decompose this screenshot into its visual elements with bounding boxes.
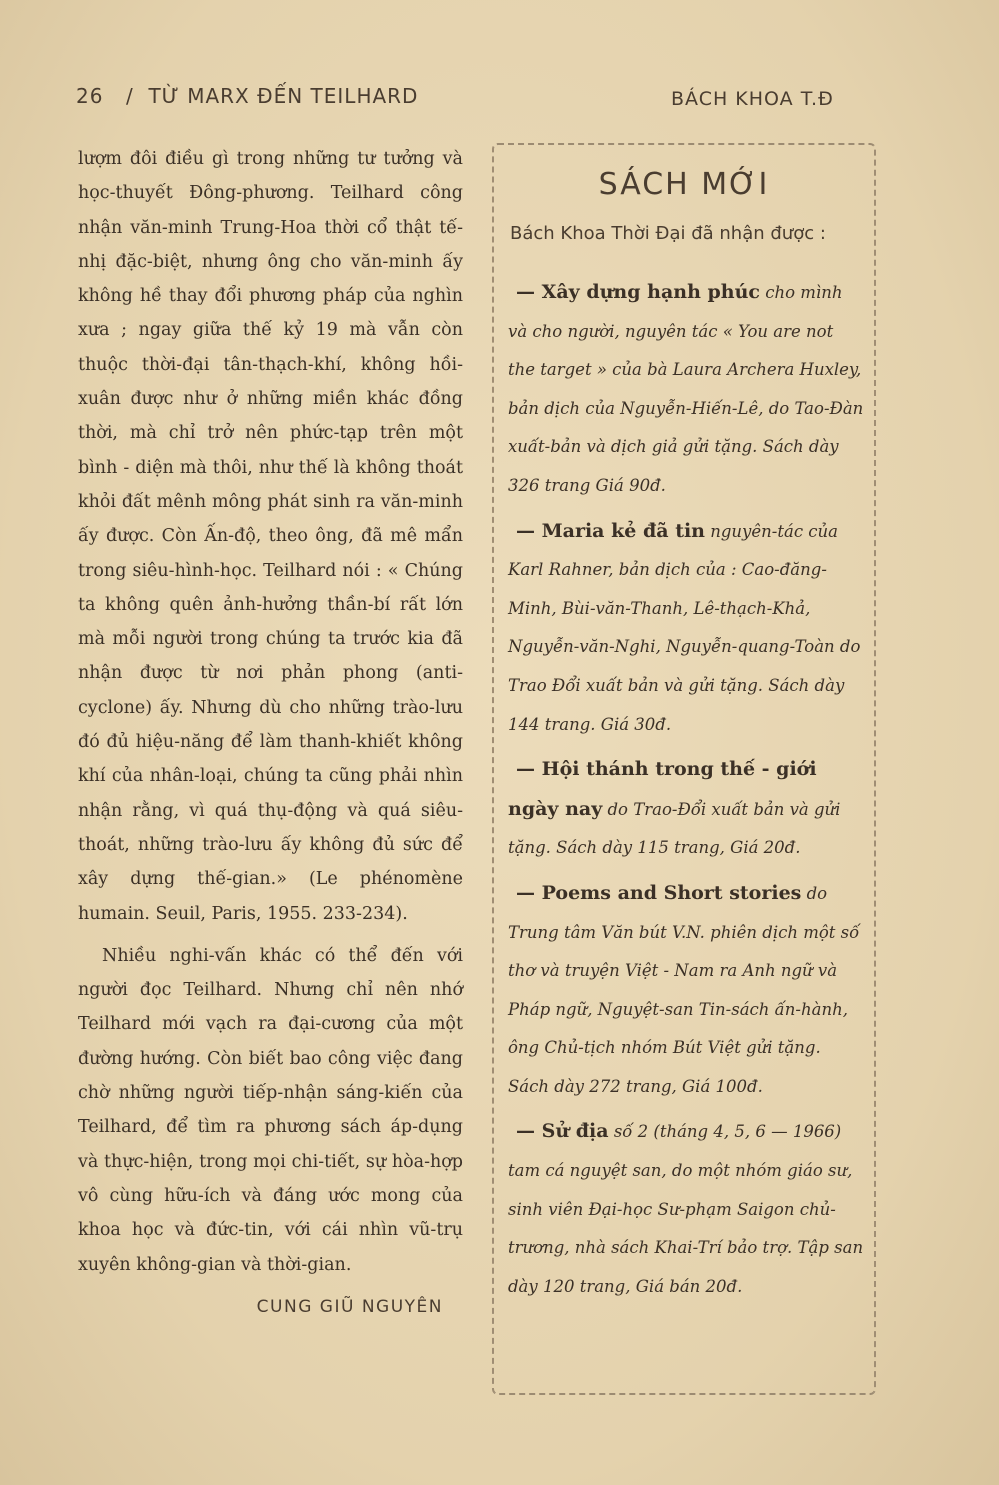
title-separator: /	[126, 84, 134, 108]
book-entry	[508, 750, 864, 868]
new-books-title: SÁCH MỚI	[598, 167, 770, 202]
article-paragraph: Nhiều nghi-vấn khác có thể đến với người đọc Teilhard. Nhưng chỉ nên nhớ Teilhard mới vạch ra đại-cương của một đường hướng. Còn biết bao công việc đang chờ những người tiếp-nhận sáng-kiến của Teilhard, để tìm ra phương sách áp-dụng và thực-hiện, trong mọi chi-tiết, sự hòa-hợp vô cùng hữu-ích và đáng ước mong của khoa học và đức-tin, với cái nhìn vũ-trụ xuyên không-gian và thời-gian.	[78, 945, 463, 1275]
page-number: 26	[76, 84, 104, 108]
running-title-text: TỪ MARX ĐẾN TEILHARD	[148, 84, 419, 108]
new-books-box	[492, 143, 876, 1395]
book-title: — Xây dựng hạnh phúc	[516, 281, 760, 303]
publication-name: BÁCH KHOA T.Đ	[671, 88, 834, 110]
book-entry	[508, 273, 864, 506]
article-column	[78, 142, 463, 1324]
book-title: — Maria kẻ đã tin	[516, 519, 705, 542]
book-description: do Trung tâm Văn bút V.N. phiên dịch một số thơ và truyện Việt - Nam ra Anh ngữ và Pháp ngữ, Nguyệt-san Tin-sách ấn-hành, ông Chủ-tịch nhóm Bút Việt gửi tặng. Sách dày 272 trang, Giá 100đ.	[508, 883, 860, 1096]
book-entry	[508, 874, 864, 1107]
book-title: — Poems and Short stories	[516, 881, 802, 904]
book-entry	[508, 512, 864, 745]
book-description: số 2 (tháng 4, 5, 6 — 1966) tam cá nguyệt san, do một nhóm giáo sư, sinh viên Đại-học Sư-phạm Saigon chủ-trương, nhà sách Khai-Trí bảo trợ. Tập san dày 120 trang, Giá bán 20đ.	[508, 1122, 864, 1296]
author-signature: CUNG GIŨ NGUYÊN	[256, 1296, 443, 1317]
book-title: — Hội thánh trong thế - giới ngày nay	[508, 758, 817, 820]
book-title: — Sử địa	[516, 1120, 609, 1143]
book-description: cho mình và cho người, nguyên tác « You are not the target » của bà Laura Archera Huxley, bản dịch của Nguyễn-Hiến-Lê, do Tao-Đàn xuất-bản và dịch giả gửi tặng. Sách dày 326 trang Giá 90đ.	[508, 283, 864, 495]
new-books-list	[508, 273, 864, 1312]
running-title	[126, 84, 418, 108]
book-description: nguyên-tác của Karl Rahner, bản dịch của : Cao-đăng-Minh, Bùi-văn-Thanh, Lê-thạch-Khả, Nguyễn-văn-Nghi, Nguyễn-quang-Toàn do Trao Đổi xuất bản và gửi tặng. Sách dày 144 trang. Giá 30đ.	[508, 521, 861, 734]
book-description: do Trao-Đổi xuất bản và gửi tặng. Sách dày 115 trang, Giá 20đ.	[508, 799, 841, 858]
new-books-intro: Bách Khoa Thời Đại đã nhận được :	[510, 223, 826, 244]
article-paragraph: lượm đôi điều gì trong những tư tưởng và học-thuyết Đông-phương. Teilhard công nhận văn-minh Trung-Hoa thời cổ thật tế-nhị đặc-biệt, nhưng ông cho văn-minh ấy không hề thay đổi phương pháp của nghìn xưa ; ngay giữa thế kỷ 19 mà vẫn còn thuộc thời-đại tân-thạch-khí, không hồi-xuân được như ở những miền khác đồng thời, mà chỉ trở nên phức-tạp trên một bình - diện mà thôi, như thế là không thoát khỏi đất mênh mông phát sinh ra văn-minh ấy được. Còn Ấn-độ, theo ông, đã mê mẩn trong siêu-hình-học. Teilhard nói : « Chúng ta không quên ảnh-hưởng thần-bí rất lớn mà mỗi người trong chúng ta trước kia đã nhận được từ nơi phản phong (anti-cyclone) ấy. Nhưng dù cho những trào-lưu đó đủ hiệu-năng để làm thanh-khiết không khí của nhân-loại, chúng ta cũng phải nhìn nhận rằng, vì quá thụ-động và quá siêu-thoát, những trào-lưu ấy không đủ sức để xây dựng thế-gian.» (Le phénomène humain. Seuil, Paris, 1955. 233-234).	[78, 149, 463, 924]
book-entry	[508, 1112, 864, 1306]
